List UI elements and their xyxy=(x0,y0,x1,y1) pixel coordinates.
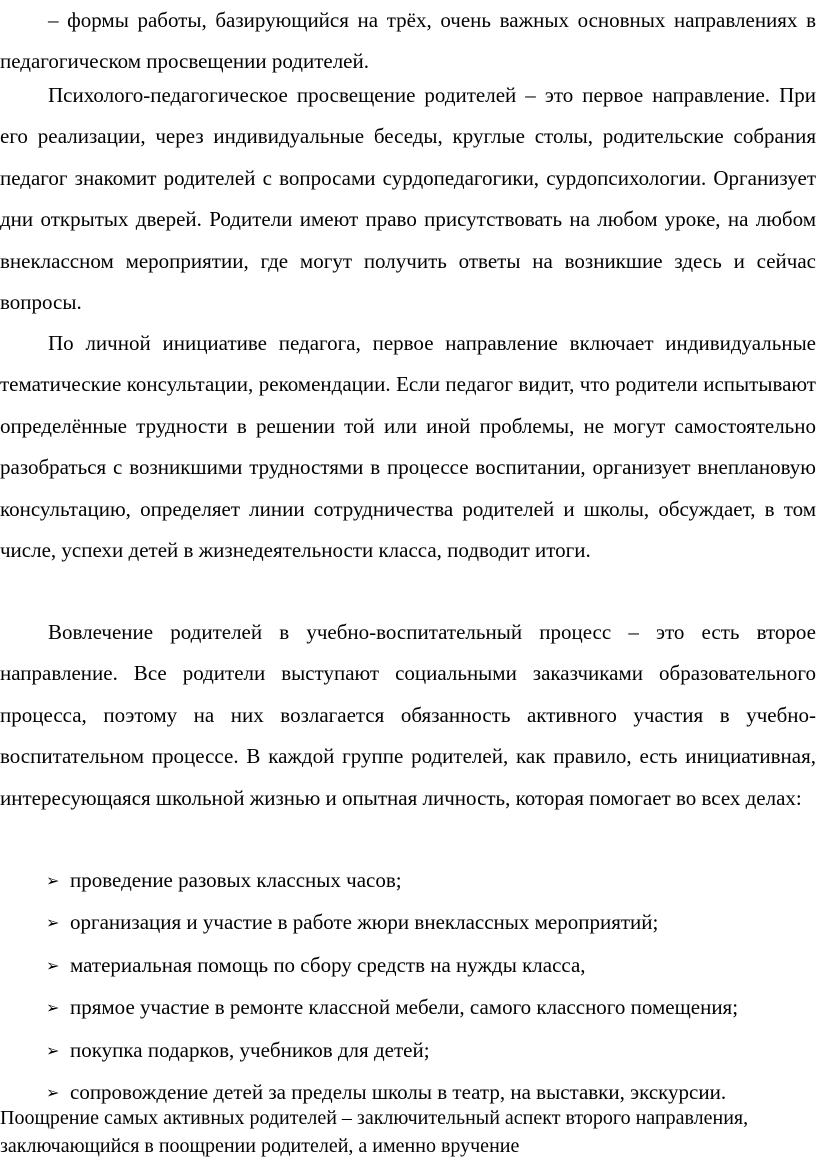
arrowhead-bullet-icon: ➢ xyxy=(46,871,60,890)
paragraph-encouragement: Поощрение самых активных родителей – заключительный аспект второго направления, заключающийся в поощрении родителей, а именно вручение xyxy=(0,1107,749,1157)
list-item xyxy=(46,902,816,944)
bullet-list xyxy=(46,860,816,1114)
paragraph-second-direction: Вовлечение родителей в учебно-воспитательный процесс – это есть второе направление. Все родители выступают социальными заказчиками образовательного процесса, поэтому на них возлагается обязанность активного участия в учебно-воспитательном процессе. В каждой группе родителей, как правило, есть инициативная, интересующаяся школьной жизнью и опытная личность, которая помогает во всех делах: xyxy=(0,620,816,810)
arrowhead-bullet-icon: ➢ xyxy=(46,955,60,975)
list-item-text: материальная помощь по сбору средств на нужды класса, xyxy=(70,952,586,977)
list-item-text: прямое участие в ремонте классной мебели, самого классного помещения; xyxy=(70,995,739,1020)
paragraph-text: – формы работы, базирующийся на трёх, очень важных основных направлениях в педагогическом просвещении родителей. xyxy=(0,8,816,74)
list-item-text: покупка подарков, учебников для детей; xyxy=(70,1037,430,1062)
arrowhead-bullet-icon: ➢ xyxy=(46,913,60,933)
list-item-text: организация и участие в работе жюри внеклассных мероприятий; xyxy=(70,910,659,935)
paragraph-consultations: По личной инициативе педагога, первое направление включает индивидуальные тематические консультации, рекомендации. Если педагог видит, что родители испытывают определённые трудности в решении той или иной проблемы, не могут самостоятельно разобраться с возникшими трудностями в процессе воспитании, организует внеплановую консультацию, определяет линии сотрудничества родителей и школы, обсуждает, в том числе, успехи детей в жизнедеятельности класса, подводит итоги. xyxy=(0,331,816,563)
arrowhead-bullet-icon: ➢ xyxy=(46,998,60,1018)
list-item xyxy=(46,945,816,987)
list-item-text: сопровождение детей за пределы школы в театр, на выставки, экскурсии. xyxy=(70,1080,727,1105)
list-item-text: проведение разовых классных часов; xyxy=(70,868,402,892)
arrowhead-bullet-icon: ➢ xyxy=(46,1040,60,1060)
paragraph-first-direction: Психолого-педагогическое просвещение родителей – это первое направление. При его реализации, через индивидуальные беседы, круглые столы, родительские собрания педагог знакомит родителей с вопросами сурдопедагогики, сурдопсихологии. Организует дни открытых дверей. Родители имеют право присутствовать на любом уроке, на любом внеклассном мероприятии, где могут получить ответы на возникшие здесь и сейчас вопросы. xyxy=(0,83,816,315)
arrowhead-bullet-icon: ➢ xyxy=(46,1083,60,1103)
list-item xyxy=(46,1030,816,1072)
list-item xyxy=(46,860,816,902)
paragraph-continuation xyxy=(0,0,816,83)
list-item xyxy=(46,987,816,1029)
